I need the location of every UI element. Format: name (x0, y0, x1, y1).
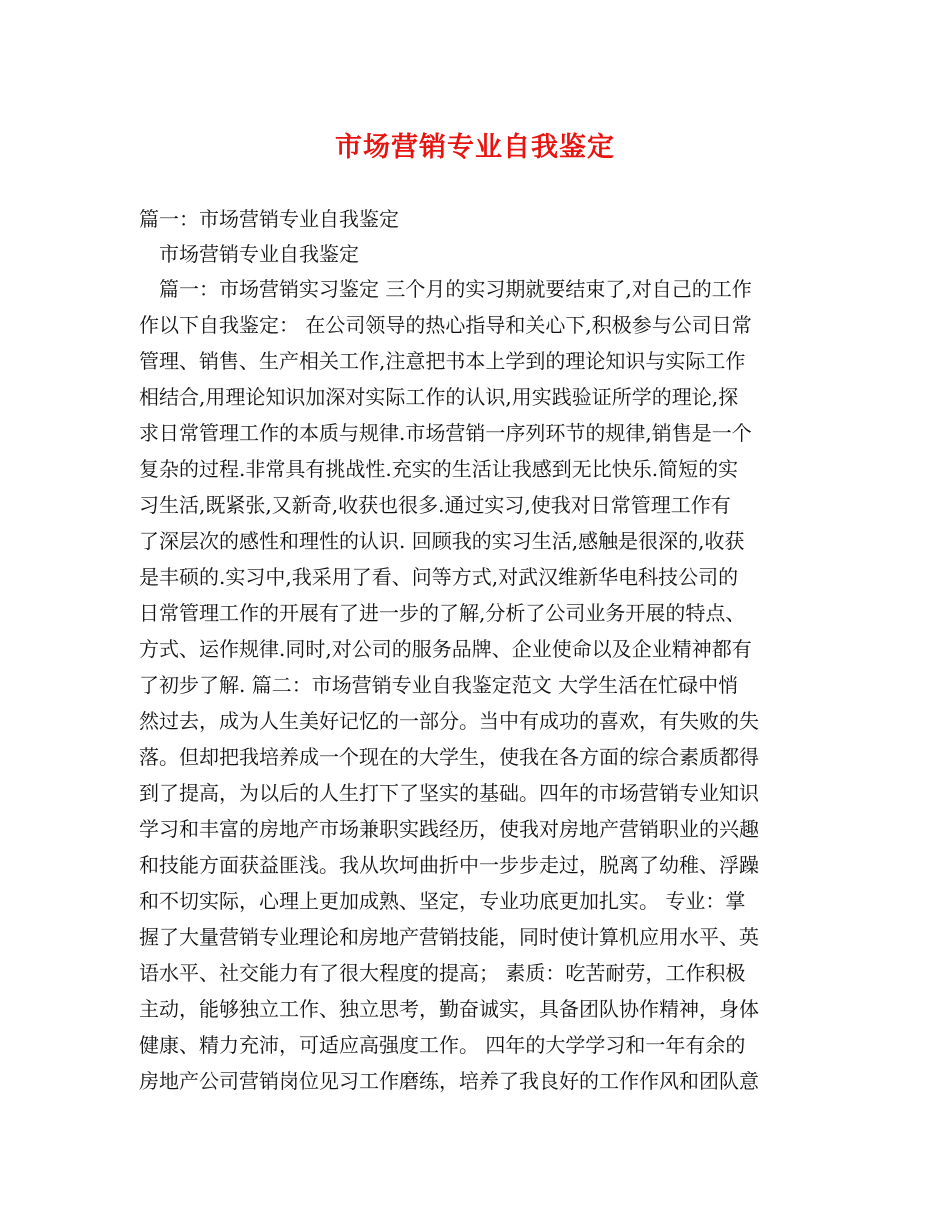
body-line: 握了大量营销专业理论和房地产营销技能，同时使计算机应用水平、英 (139, 925, 759, 949)
body-line: 市场营销专业自我鉴定 (139, 242, 359, 266)
body-line: 了深层次的感性和理性的认识. 回顾我的实习生活,感触是很深的,收获 (139, 529, 745, 553)
body-line: 健康、精力充沛，可适应高强度工作。 四年的大学学习和一年有余的 (139, 1033, 746, 1057)
body-line: 和不切实际，心理上更加成熟、坚定，专业功底更加扎实。 专业：掌 (139, 889, 746, 913)
body-line: 学习和丰富的房地产市场兼职实践经历，使我对房地产营销职业的兴趣 (139, 817, 759, 841)
body-line: 日常管理工作的开展有了进一步的了解,分析了公司业务开展的特点、 (139, 601, 746, 625)
body-line: 语水平、社交能力有了很大程度的提高； 素质：吃苦耐劳，工作积极 (139, 961, 746, 985)
body-line: 到了提高，为以后的人生打下了坚实的基础。四年的市场营销专业知识 (139, 781, 759, 805)
body-line: 习生活,既紧张,又新奇,收获也很多.通过实习,使我对日常管理工作有 (139, 493, 731, 517)
body-line: 了初步了解. 篇二：市场营销专业自我鉴定范文 大学生活在忙碌中悄 (139, 673, 739, 697)
body-line: 作以下自我鉴定： 在公司领导的热心指导和关心下,积极参与公司日常 (139, 313, 752, 337)
page-title: 市场营销专业自我鉴定 (335, 132, 615, 163)
body-line: 篇一：市场营销实习鉴定 三个月的实习期就要结束了,对自己的工作 (139, 277, 752, 301)
body-line: 然过去，成为人生美好记忆的一部分。当中有成功的喜欢，有失败的失 (139, 709, 759, 733)
body-line: 复杂的过程.非常具有挑战性.充实的生活让我感到无比快乐.简短的实 (139, 457, 739, 481)
body-line: 管理、销售、生产相关工作,注意把书本上学到的理论知识与实际工作 (139, 349, 746, 373)
body-line: 和技能方面获益匪浅。我从坎坷曲折中一步步走过，脱离了幼稚、浮躁 (139, 853, 759, 877)
body-line: 求日常管理工作的本质与规律.市场营销一序列环节的规律,销售是一个 (139, 421, 752, 445)
body-line: 落。但却把我培养成一个现在的大学生，使我在各方面的综合素质都得 (139, 745, 759, 769)
body-line: 房地产公司营销岗位见习工作磨练，培养了我良好的工作作风和团队意 (139, 1069, 759, 1093)
body-line: 相结合,用理论知识加深对实际工作的认识,用实践验证所学的理论,探 (139, 385, 739, 409)
body-line: 主动，能够独立工作、独立思考，勤奋诚实，具备团队协作精神，身体 (139, 997, 759, 1021)
body-line: 是丰硕的.实习中,我采用了看、问等方式,对武汉维新华电科技公司的 (139, 565, 739, 589)
body-line: 方式、运作规律.同时,对公司的服务品牌、企业使命以及企业精神都有 (139, 637, 752, 661)
body-line: 篇一：市场营销专业自我鉴定 (139, 207, 399, 231)
